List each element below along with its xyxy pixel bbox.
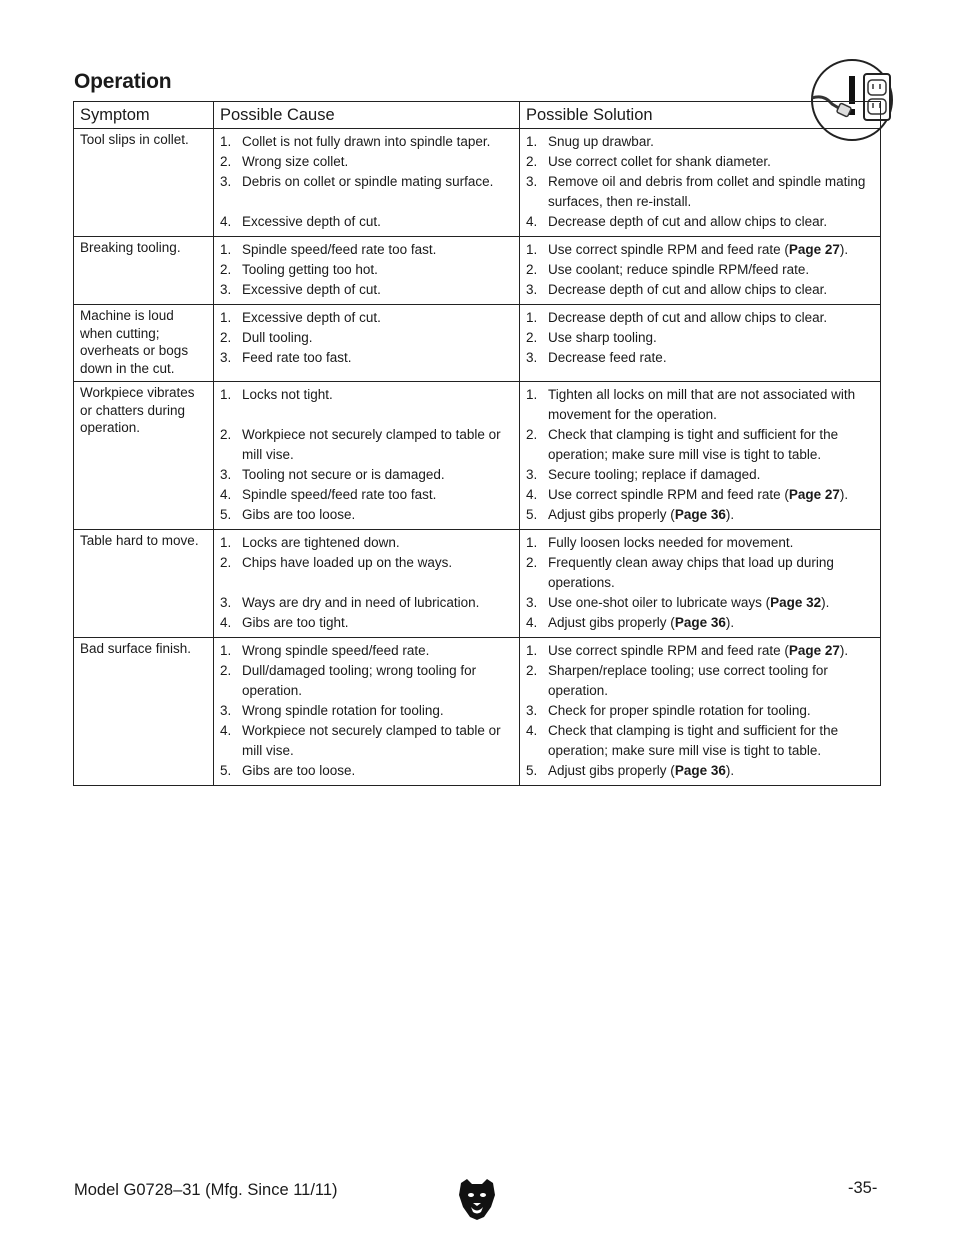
list-item	[526, 425, 876, 465]
item-text-main: Remove oil and debris from collet and spindle mating surfaces, then re-install.	[548, 174, 866, 209]
item-text-main: Use correct spindle RPM and feed rate (	[548, 643, 789, 658]
item-text	[242, 280, 515, 300]
item-text	[548, 593, 876, 613]
item-text	[242, 761, 515, 781]
solution-cell	[520, 129, 881, 237]
item-number: 2.	[220, 555, 232, 570]
item-text	[548, 641, 876, 661]
item-number: 3.	[526, 467, 538, 482]
item-number: 2.	[526, 555, 538, 570]
item-number: 2.	[220, 330, 232, 345]
item-text	[548, 485, 876, 505]
item-text	[242, 328, 515, 348]
list-item	[526, 328, 876, 348]
item-text	[548, 721, 876, 761]
item-text-suffix: ).	[839, 242, 849, 257]
cause-cell	[214, 305, 520, 382]
page-title: Operation	[74, 70, 172, 93]
cause-cell	[214, 129, 520, 237]
list-item	[220, 701, 515, 721]
list-item	[526, 212, 876, 232]
item-number: 2.	[220, 262, 232, 277]
table-row	[74, 382, 881, 530]
item-text-suffix: ).	[821, 595, 830, 610]
solution-cell	[520, 237, 881, 305]
item-text-main: Workpiece not securely clamped to table or mill vise.	[242, 427, 501, 462]
item-number: 2.	[526, 427, 538, 442]
solution-cell	[520, 530, 881, 638]
item-text-main: Spindle speed/feed rate too fast.	[242, 242, 437, 257]
item-number: 1.	[526, 310, 538, 325]
item-number: 1.	[220, 134, 232, 149]
list-item	[220, 465, 515, 485]
bear-head-logo	[457, 1177, 497, 1221]
list-item	[526, 721, 876, 761]
item-text	[242, 465, 515, 485]
list-item	[220, 613, 515, 633]
item-number: 3.	[526, 350, 538, 365]
item-text-main: Decrease feed rate.	[548, 350, 667, 365]
item-number: 4.	[220, 723, 232, 738]
item-number: 3.	[220, 282, 232, 297]
item-text	[548, 533, 876, 553]
cause-cell	[214, 638, 520, 786]
list-item	[526, 661, 876, 701]
item-text-main: Collet is not fully drawn into spindle taper.	[242, 134, 491, 149]
item-number: 2.	[526, 262, 538, 277]
item-number: 3.	[220, 350, 232, 365]
list-item	[220, 593, 515, 613]
page-reference: Page 32	[770, 595, 822, 610]
item-number: 1.	[526, 134, 538, 149]
troubleshooting-table	[73, 101, 881, 786]
list-item	[526, 613, 876, 633]
item-number: 1.	[220, 535, 232, 550]
item-text-main: Tighten all locks on mill that are not associated with movement for the operation.	[548, 387, 856, 422]
item-number: 2.	[526, 663, 538, 678]
item-number: 4.	[526, 214, 538, 229]
page-reference: Page 27	[788, 643, 840, 658]
item-text	[548, 280, 876, 300]
item-number: 1.	[526, 387, 538, 402]
page-reference: Page 36	[674, 763, 726, 778]
item-text-main: Tooling not secure or is damaged.	[242, 467, 445, 482]
item-text	[242, 593, 515, 613]
item-text	[548, 240, 876, 260]
list-item	[526, 701, 876, 721]
item-number: 3.	[220, 703, 232, 718]
table-row	[74, 530, 881, 638]
item-number: 4.	[220, 487, 232, 502]
item-text-main: Check that clamping is tight and sufficient for the operation; make sure mill vise is tight to table.	[548, 723, 839, 758]
item-number: 2.	[220, 663, 232, 678]
item-text-main: Snug up drawbar.	[548, 134, 654, 149]
list-item	[526, 533, 876, 553]
list-item	[220, 328, 515, 348]
list-item	[220, 533, 515, 553]
solution-list	[526, 641, 876, 781]
item-number: 4.	[526, 487, 538, 502]
list-item	[220, 425, 515, 465]
list-item	[220, 553, 515, 573]
list-item	[526, 641, 876, 661]
item-text	[242, 661, 515, 701]
cause-cell	[214, 530, 520, 638]
list-item	[526, 465, 876, 485]
cause-list	[220, 385, 515, 525]
page-reference: Page 36	[674, 507, 726, 522]
item-number: 2.	[526, 154, 538, 169]
item-text-main: Use coolant; reduce spindle RPM/feed rate.	[548, 262, 810, 277]
item-text-main: Adjust gibs properly (	[548, 507, 675, 522]
item-text-main: Dull tooling.	[242, 330, 313, 345]
list-item	[526, 485, 876, 505]
item-text-main: Use correct spindle RPM and feed rate (	[548, 487, 789, 502]
list-item	[220, 308, 515, 328]
list-item	[220, 721, 515, 761]
list-item	[220, 132, 515, 152]
item-text-main: Decrease depth of cut and allow chips to clear.	[548, 282, 828, 297]
symptom-cell: Bad surface finish.	[74, 638, 214, 786]
item-text-main: Sharpen/replace tooling; use correct tooling for operation.	[548, 663, 828, 698]
item-text	[242, 152, 515, 172]
item-number: 2.	[526, 330, 538, 345]
list-item	[220, 641, 515, 661]
item-text-main: Check for proper spindle rotation for tooling.	[548, 703, 811, 718]
item-number: 3.	[526, 174, 538, 189]
item-text-main: Tooling getting too hot.	[242, 262, 378, 277]
item-text-main: Use correct spindle RPM and feed rate (	[548, 242, 789, 257]
page-reference: Page 27	[788, 487, 840, 502]
item-text-main: Use one-shot oiler to lubricate ways (	[548, 595, 771, 610]
item-text	[242, 348, 515, 368]
solution-list	[526, 533, 876, 633]
item-text	[548, 701, 876, 721]
item-text-main: Chips have loaded up on the ways.	[242, 555, 453, 570]
item-text-suffix: ).	[725, 507, 735, 522]
table-header-row	[74, 102, 881, 129]
item-number: 1.	[220, 387, 232, 402]
item-text	[242, 425, 515, 465]
item-text-suffix: ).	[839, 487, 849, 502]
item-number: 1.	[220, 310, 232, 325]
item-number: 3.	[526, 282, 538, 297]
cause-cell	[214, 382, 520, 530]
item-text	[242, 613, 515, 633]
item-text-main: Use sharp tooling.	[548, 330, 657, 345]
list-item	[526, 240, 876, 260]
item-text	[548, 348, 876, 368]
item-text	[548, 425, 876, 465]
table-row	[74, 129, 881, 237]
item-number: 5.	[526, 763, 538, 778]
table-row	[74, 237, 881, 305]
item-text	[242, 505, 515, 525]
list-item	[526, 132, 876, 152]
item-text	[548, 308, 876, 328]
list-item	[220, 212, 515, 232]
cause-list	[220, 641, 515, 781]
item-number: 5.	[220, 507, 232, 522]
item-text-main: Excessive depth of cut.	[242, 214, 381, 229]
page-reference: Page 36	[674, 615, 726, 630]
item-text-main: Wrong spindle speed/feed rate.	[242, 643, 430, 658]
list-item	[220, 280, 515, 300]
item-text	[242, 132, 515, 152]
list-item	[526, 308, 876, 328]
list-item	[526, 348, 876, 368]
item-text-main: Debris on collet or spindle mating surface.	[242, 174, 494, 189]
item-text-main: Secure tooling; replace if damaged.	[548, 467, 761, 482]
item-text-main: Feed rate too fast.	[242, 350, 352, 365]
item-number: 1.	[526, 535, 538, 550]
item-text	[548, 152, 876, 172]
table-row	[74, 638, 881, 786]
list-item	[526, 260, 876, 280]
item-text	[242, 240, 515, 260]
list-item	[526, 553, 876, 593]
item-number: 1.	[526, 643, 538, 658]
item-text-main: Spindle speed/feed rate too fast.	[242, 487, 437, 502]
cause-list	[220, 132, 515, 232]
item-text-suffix: ).	[839, 643, 849, 658]
item-text-main: Gibs are too tight.	[242, 615, 349, 630]
table-row	[74, 305, 881, 382]
list-item	[220, 260, 515, 280]
item-text	[242, 260, 515, 280]
list-item	[220, 240, 515, 260]
item-text	[548, 172, 876, 212]
symptom-cell: Table hard to move.	[74, 530, 214, 638]
item-text-main: Check that clamping is tight and sufficient for the operation; make sure mill vise is tight to table.	[548, 427, 839, 462]
item-text	[548, 613, 876, 633]
item-number: 4.	[526, 723, 538, 738]
item-number: 5.	[220, 763, 232, 778]
item-number: 3.	[220, 174, 232, 189]
list-item	[220, 485, 515, 505]
item-number: 4.	[220, 615, 232, 630]
item-text-main: Wrong spindle rotation for tooling.	[242, 703, 444, 718]
list-item	[220, 385, 515, 405]
list-item	[526, 593, 876, 613]
item-text-main: Fully loosen locks needed for movement.	[548, 535, 794, 550]
symptom-cell: Breaking tooling.	[74, 237, 214, 305]
item-text	[242, 308, 515, 328]
header-symptom: Symptom	[74, 102, 214, 129]
item-text	[548, 553, 876, 593]
item-text-main: Adjust gibs properly (	[548, 615, 675, 630]
page-reference: Page 27	[788, 242, 840, 257]
item-text	[548, 260, 876, 280]
item-text	[242, 553, 515, 573]
item-text-main: Excessive depth of cut.	[242, 310, 381, 325]
item-number: 2.	[220, 154, 232, 169]
item-number: 1.	[526, 242, 538, 257]
item-text-main: Excessive depth of cut.	[242, 282, 381, 297]
list-item	[220, 505, 515, 525]
solution-list	[526, 308, 876, 368]
item-number: 5.	[526, 507, 538, 522]
cause-list	[220, 240, 515, 300]
list-item	[220, 661, 515, 701]
solution-list	[526, 240, 876, 300]
item-number: 1.	[220, 643, 232, 658]
list-item	[220, 172, 515, 192]
solution-cell	[520, 382, 881, 530]
list-item	[526, 761, 876, 781]
item-number: 2.	[220, 427, 232, 442]
list-item	[220, 761, 515, 781]
item-text	[548, 661, 876, 701]
item-text-main: Adjust gibs properly (	[548, 763, 675, 778]
cause-list	[220, 308, 515, 368]
item-text	[548, 385, 876, 425]
item-number: 4.	[220, 214, 232, 229]
item-text	[242, 701, 515, 721]
item-text	[548, 328, 876, 348]
item-number: 3.	[526, 595, 538, 610]
item-text	[242, 385, 515, 405]
list-item	[526, 152, 876, 172]
item-number: 3.	[220, 467, 232, 482]
list-item	[526, 172, 876, 212]
item-text-main: Wrong size collet.	[242, 154, 349, 169]
cause-list	[220, 533, 515, 633]
item-text-suffix: ).	[725, 615, 735, 630]
item-text-main: Use correct collet for shank diameter.	[548, 154, 771, 169]
solution-list	[526, 132, 876, 232]
item-number: 1.	[220, 242, 232, 257]
item-text-main: Locks not tight.	[242, 387, 333, 402]
symptom-cell: Machine is loud when cutting; overheats or bogs down in the cut.	[74, 305, 214, 382]
item-text-suffix: ).	[725, 763, 735, 778]
item-text-main: Decrease depth of cut and allow chips to clear.	[548, 214, 828, 229]
item-text	[548, 132, 876, 152]
item-text-main: Locks are tightened down.	[242, 535, 400, 550]
item-text	[242, 533, 515, 553]
item-text	[548, 465, 876, 485]
symptom-cell: Workpiece vibrates or chatters during operation.	[74, 382, 214, 530]
page-number: -35-	[848, 1179, 878, 1197]
item-number: 3.	[220, 595, 232, 610]
item-text-main: Decrease depth of cut and allow chips to clear.	[548, 310, 828, 325]
symptom-cell: Tool slips in collet.	[74, 129, 214, 237]
item-text	[242, 641, 515, 661]
footer-model: Model G0728–31 (Mfg. Since 11/11)	[74, 1181, 338, 1199]
item-text-main: Gibs are too loose.	[242, 507, 356, 522]
item-text	[548, 505, 876, 525]
item-text	[548, 761, 876, 781]
solution-cell	[520, 638, 881, 786]
item-text	[242, 485, 515, 505]
item-text-main: Gibs are too loose.	[242, 763, 356, 778]
header-possible-solution: Possible Solution	[520, 102, 881, 129]
item-text	[242, 212, 515, 232]
solution-cell	[520, 305, 881, 382]
cause-cell	[214, 237, 520, 305]
solution-list	[526, 385, 876, 525]
list-item	[526, 385, 876, 425]
list-item	[526, 280, 876, 300]
list-item	[526, 505, 876, 525]
item-text	[242, 172, 515, 192]
item-text-main: Dull/damaged tooling; wrong tooling for operation.	[242, 663, 477, 698]
item-number: 3.	[526, 703, 538, 718]
list-item	[220, 348, 515, 368]
item-text	[242, 721, 515, 761]
item-text	[548, 212, 876, 232]
item-text-main: Ways are dry and in need of lubrication.	[242, 595, 480, 610]
item-text-main: Frequently clean away chips that load up during operations.	[548, 555, 834, 590]
item-number: 4.	[526, 615, 538, 630]
item-text-main: Workpiece not securely clamped to table or mill vise.	[242, 723, 501, 758]
list-item	[220, 152, 515, 172]
header-possible-cause: Possible Cause	[214, 102, 520, 129]
